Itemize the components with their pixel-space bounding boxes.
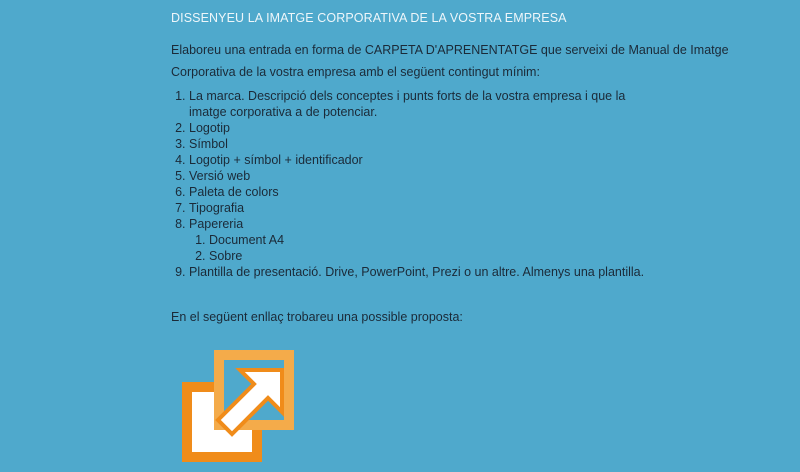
list-item: 4. Logotip + símbol + identificador: [189, 152, 659, 168]
external-link-icon[interactable]: [180, 348, 296, 464]
list-item-label: Papereria: [189, 217, 244, 231]
list-item: 9. Plantilla de presentació. Drive, PowerPoint, Prezi o un altre. Almenys una plantilla.: [189, 264, 659, 280]
sublist: [189, 232, 659, 264]
link-intro-text: En el següent enllaç trobareu una possible proposta:: [171, 310, 463, 324]
list-item: 7. Tipografia: [189, 200, 659, 216]
list-item: 5. Versió web: [189, 168, 659, 184]
list-item: 1. La marca. Descripció dels conceptes i punts forts de la vostra empresa i que la imatge corporativa a de potenciar.: [189, 88, 659, 120]
page-heading: DISSENYEU LA IMATGE CORPORATIVA DE LA VOSTRA EMPRESA: [171, 11, 567, 25]
sublist-item: 2. Sobre: [209, 248, 659, 264]
list-item: 6. Paleta de colors: [189, 184, 659, 200]
list-item: 3. Símbol: [189, 136, 659, 152]
external-link-graphic: [180, 348, 296, 464]
list-item: 2. Logotip: [189, 120, 659, 136]
list-item: [189, 216, 659, 264]
requirements-list: [171, 88, 659, 280]
sublist-item: 1. Document A4: [209, 232, 659, 248]
intro-paragraph: Elaboreu una entrada en forma de CARPETA D'APRENENTATGE que serveixi de Manual de Imatge Corporativa de la vostra empresa amb el següent contingut mínim:: [171, 43, 729, 79]
